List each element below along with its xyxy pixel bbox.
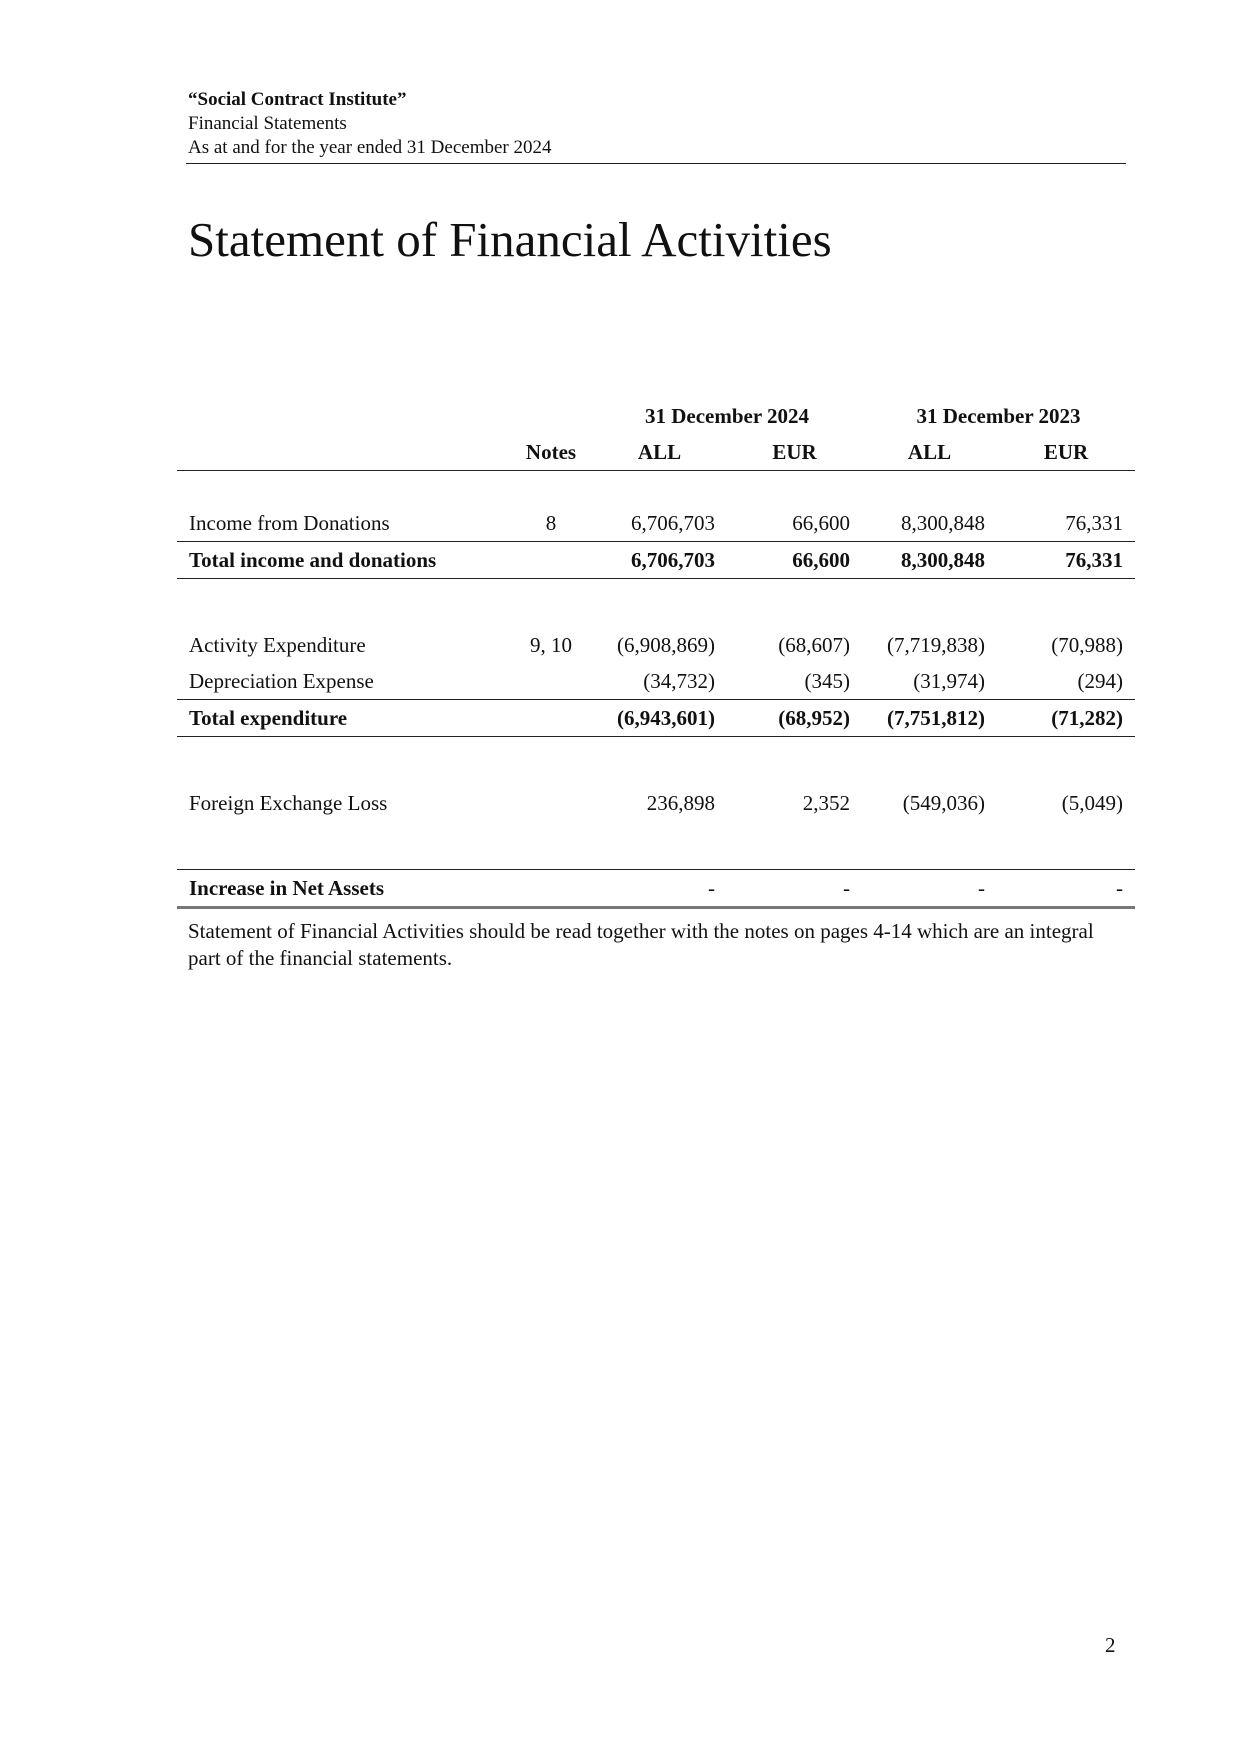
period-header-row (177, 398, 1135, 434)
row-label: Depreciation Expense (189, 668, 374, 693)
row-notes (510, 870, 592, 908)
value-eur-2024: (345) (804, 668, 850, 693)
row-notes (510, 542, 592, 579)
table-row-net-assets (177, 870, 1135, 908)
all-2024-column-header: ALL (592, 434, 727, 471)
value-all-2023: 8,300,848 (901, 510, 985, 535)
row-label: Income from Donations (189, 510, 390, 535)
value-all-2024: (34,732) (643, 668, 715, 693)
value-all-2023: (7,751,812) (862, 700, 997, 737)
value-all-2024: 236,898 (646, 790, 715, 815)
notes-column-header: Notes (510, 434, 592, 471)
value-eur-2024: - (727, 870, 862, 908)
statement-footnote: Statement of Financial Activities should be read together with the notes on pages 4-14 which are an integral part of the financial statements. (188, 919, 1094, 970)
reporting-period: As at and for the year ended 31 December 2024 (188, 137, 552, 158)
value-all-2023: (7,719,838) (887, 632, 985, 657)
value-eur-2024: (68,952) (727, 700, 862, 737)
all-2023-column-header: ALL (862, 434, 997, 471)
value-eur-2023: (294) (1077, 668, 1123, 693)
row-label: Total expenditure (177, 700, 510, 737)
value-eur-2024: 66,600 (792, 510, 850, 535)
value-eur-2023: (71,282) (997, 700, 1135, 737)
eur-2024-column-header: EUR (727, 434, 862, 471)
row-label: Foreign Exchange Loss (189, 790, 388, 815)
document-type: Financial Statements (188, 113, 347, 134)
value-eur-2024: (68,607) (778, 632, 850, 657)
table-row-total-income (177, 542, 1135, 579)
table-row-activity-expenditure (177, 627, 1135, 663)
value-eur-2023: 76,331 (997, 542, 1135, 579)
table-row-depreciation (177, 663, 1135, 700)
value-eur-2023: (70,988) (1051, 632, 1123, 657)
value-all-2023: - (862, 870, 997, 908)
value-all-2023: 8,300,848 (862, 542, 997, 579)
value-all-2023: (31,974) (913, 668, 985, 693)
financial-activities-table (177, 398, 1135, 909)
value-eur-2023: (5,049) (1061, 790, 1123, 815)
row-label: Total income and donations (177, 542, 510, 579)
row-notes (510, 785, 592, 821)
row-notes: 9, 10 (530, 632, 572, 657)
value-eur-2024: 66,600 (727, 542, 862, 579)
page-title: Statement of Financial Activities (188, 212, 832, 267)
value-all-2024: 6,706,703 (631, 510, 715, 535)
page-number: 2 (1105, 1633, 1116, 1657)
table-row-income-donations (177, 505, 1135, 542)
value-all-2024: 6,706,703 (592, 542, 727, 579)
period-2023-header: 31 December 2023 (916, 403, 1081, 428)
row-label: Increase in Net Assets (177, 870, 510, 908)
value-all-2024: (6,908,869) (617, 632, 715, 657)
value-eur-2023: 76,331 (1065, 510, 1123, 535)
document-header (188, 88, 1126, 160)
value-all-2024: - (592, 870, 727, 908)
row-label: Activity Expenditure (189, 632, 366, 657)
header-divider (186, 163, 1126, 164)
eur-2023-column-header: EUR (997, 434, 1135, 471)
period-2024-header: 31 December 2024 (644, 403, 810, 428)
value-all-2024: (6,943,601) (592, 700, 727, 737)
value-eur-2024: 2,352 (802, 790, 850, 815)
organization-name: “Social Contract Institute” (188, 89, 407, 110)
row-notes (510, 700, 592, 737)
value-all-2023: (549,036) (902, 790, 985, 815)
column-header-row (177, 434, 1135, 471)
table-row-fx-loss (177, 785, 1135, 821)
value-eur-2023: - (997, 870, 1135, 908)
row-notes (510, 663, 592, 700)
row-notes: 8 (545, 510, 557, 535)
table-row-total-expenditure (177, 700, 1135, 737)
